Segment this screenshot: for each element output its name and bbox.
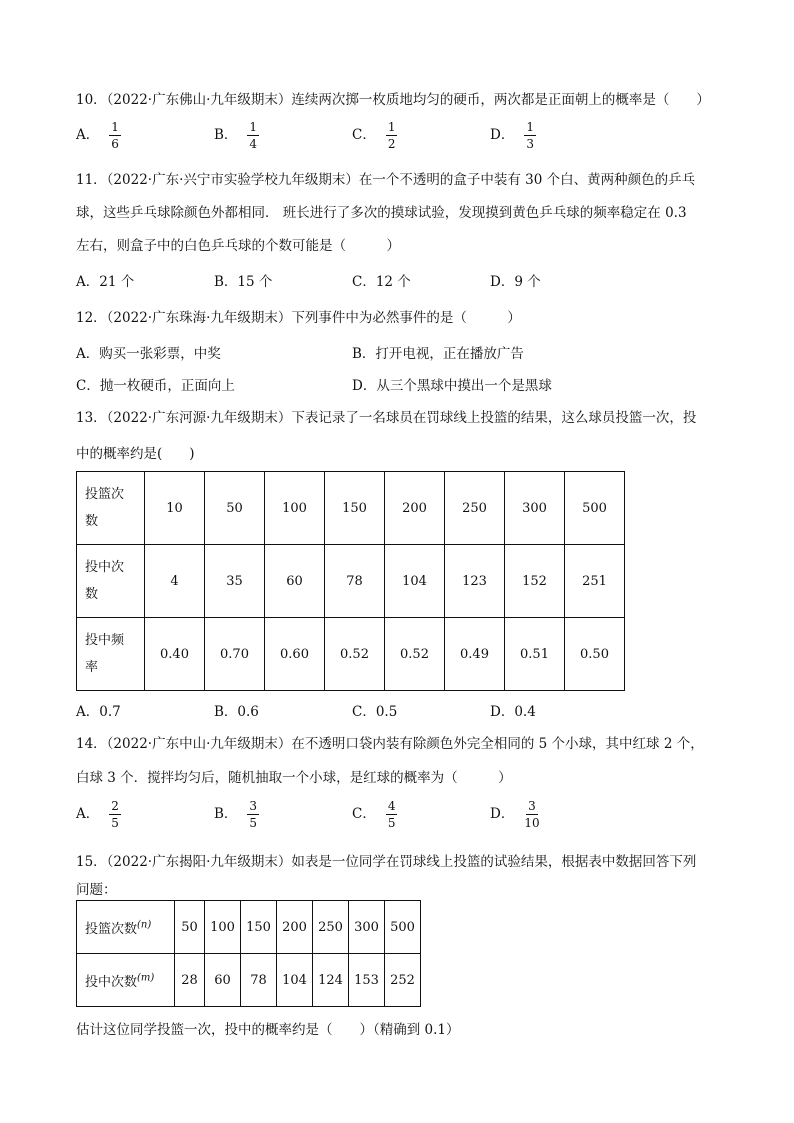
option-label: A．: [76, 806, 100, 822]
q13-option-b[interactable]: B．0.6: [214, 704, 259, 720]
q14-option-d[interactable]: [490, 799, 540, 830]
table-cell: 152: [505, 545, 565, 618]
q10-stem: 10．（2022·广东佛山·九年级期末）连续两次掷一枚质地均匀的硬币，两次都是正面朝上的概率是（ ）: [76, 92, 710, 108]
q13-table: [76, 471, 625, 691]
table-cell: 50: [205, 472, 265, 545]
q14-option-b[interactable]: [214, 799, 259, 830]
q15-question: 估计这位同学投篮一次，投中的概率约是（ ）（精确到 0.1）: [76, 1022, 460, 1038]
table-cell: 0.52: [325, 618, 385, 691]
q11-line3: 左右，则盒子中的白色乒乓球的个数可能是（ ）: [76, 238, 400, 254]
q14-option-c[interactable]: [352, 799, 397, 830]
table-cell: 0.60: [265, 618, 325, 691]
row-header: 投中次 数: [77, 545, 145, 618]
q10-option-a[interactable]: [76, 120, 121, 151]
q11-option-b[interactable]: B．15 个: [214, 274, 273, 290]
table-cell: 250: [445, 472, 505, 545]
q13-option-a[interactable]: A．0.7: [76, 704, 121, 720]
table-cell: 4: [145, 545, 205, 618]
fraction: $\frac{1}{6}$: [111, 120, 119, 151]
q10-option-c[interactable]: [352, 120, 397, 151]
table-row: [77, 901, 421, 954]
table-cell: 500: [565, 472, 625, 545]
q12-option-d[interactable]: D．从三个黑球中摸出一个是黑球: [352, 378, 552, 394]
table-cell: 124: [313, 954, 349, 1007]
q13-line1: 13．（2022·广东河源·九年级期末）下表记录了一名球员在罚球线上投篮的结果，这么球员投篮一次，投: [76, 410, 697, 426]
q14-line2: 白球 3 个．搅拌均匀后，随机抽取一个小球，是红球的概率为（ ）: [76, 770, 512, 786]
table-cell: 104: [277, 954, 313, 1007]
table-cell: 0.50: [565, 618, 625, 691]
table-cell: 250: [313, 901, 349, 954]
option-label: C．: [352, 806, 376, 822]
row-header: 投中频 率: [77, 618, 145, 691]
fraction: $\frac{2}{5}$: [111, 799, 119, 830]
table-cell: 100: [265, 472, 325, 545]
row-header: 投篮次数$^{(n)}$: [77, 901, 175, 954]
option-label: D．: [490, 127, 515, 143]
q13-option-d[interactable]: D．0.4: [490, 704, 536, 720]
q14-line1: 14．（2022·广东中山·九年级期末）在不透明口袋内装有除颜色外完全相同的 5 个小球，其中红球 2 个，: [76, 736, 704, 752]
option-label: A．: [76, 127, 100, 143]
fraction: $\frac{1}{4}$: [249, 120, 258, 151]
table-row: [77, 954, 421, 1007]
table-cell: 153: [349, 954, 385, 1007]
q10-option-d[interactable]: [490, 120, 536, 151]
table-cell: 100: [205, 901, 241, 954]
q12-option-c[interactable]: C．抛一枚硬币，正面向上: [76, 378, 235, 394]
q13-option-c[interactable]: C．0.5: [352, 704, 398, 720]
fraction: $\frac{1}{3}$: [526, 120, 534, 151]
q15-line2: 问题：: [76, 882, 117, 898]
table-cell: 150: [241, 901, 277, 954]
table-cell: 10: [145, 472, 205, 545]
table-cell: 300: [505, 472, 565, 545]
q14-option-a[interactable]: [76, 799, 121, 830]
table-row: [77, 472, 625, 545]
q10-option-b[interactable]: [214, 120, 259, 151]
table-cell: 60: [205, 954, 241, 1007]
q12-option-a[interactable]: A．购买一张彩票，中奖: [76, 346, 221, 362]
table-cell: 252: [385, 954, 421, 1007]
q11-line2: 球，这些乒乓球除颜色外都相同． 班长进行了多次的摸球试验，发现摸到黄色乒乓球的频率稳定在 0.3: [76, 205, 687, 221]
q12-stem: 12．（2022·广东珠海·九年级期末）下列事件中为必然事件的是（ ）: [76, 310, 521, 326]
option-label: B．: [214, 127, 238, 143]
option-label: B．: [214, 806, 238, 822]
fraction: $\frac{4}{5}$: [387, 799, 396, 830]
table-cell: 150: [325, 472, 385, 545]
q11-option-d[interactable]: D．9 个: [490, 274, 541, 290]
q13-line2: 中的概率约是( ): [76, 446, 195, 462]
table-row: [77, 545, 625, 618]
option-label: C．: [352, 127, 376, 143]
q15-line1: 15．（2022·广东揭阳·九年级期末）如表是一位同学在罚球线上投篮的试验结果，根据表中数据回答下列: [76, 854, 697, 870]
row-header: 投中次数$^{(m)}$: [77, 954, 175, 1007]
table-cell: 0.52: [385, 618, 445, 691]
table-cell: 200: [277, 901, 313, 954]
table-cell: 300: [349, 901, 385, 954]
table-cell: 123: [445, 545, 505, 618]
table-cell: 0.49: [445, 618, 505, 691]
fraction: $\frac{3}{5}$: [249, 799, 258, 830]
table-cell: 78: [325, 545, 385, 618]
table-cell: 78: [241, 954, 277, 1007]
table-cell: 50: [175, 901, 205, 954]
fraction: $\frac{1}{2}$: [387, 120, 396, 151]
table-cell: 104: [385, 545, 445, 618]
fraction: $\frac{3}{10}$: [524, 799, 540, 830]
row-header: 投篮次 数: [77, 472, 145, 545]
table-cell: 0.51: [505, 618, 565, 691]
table-cell: 500: [385, 901, 421, 954]
table-cell: 251: [565, 545, 625, 618]
q11-option-c[interactable]: C．12 个: [352, 274, 411, 290]
table-cell: 0.40: [145, 618, 205, 691]
q11-line1: 11．（2022·广东·兴宁市实验学校九年级期末）在一个不透明的盒子中装有 30 个白、黄两种颜色的乒乓: [76, 172, 696, 188]
q12-option-b[interactable]: B．打开电视，正在播放广告: [352, 346, 524, 362]
q11-option-a[interactable]: A．21 个: [76, 274, 135, 290]
q15-table: [76, 900, 421, 1007]
table-cell: 200: [385, 472, 445, 545]
table-cell: 60: [265, 545, 325, 618]
table-row: [77, 618, 625, 691]
option-label: D．: [490, 806, 515, 822]
table-cell: 0.70: [205, 618, 265, 691]
table-cell: 35: [205, 545, 265, 618]
table-cell: 28: [175, 954, 205, 1007]
